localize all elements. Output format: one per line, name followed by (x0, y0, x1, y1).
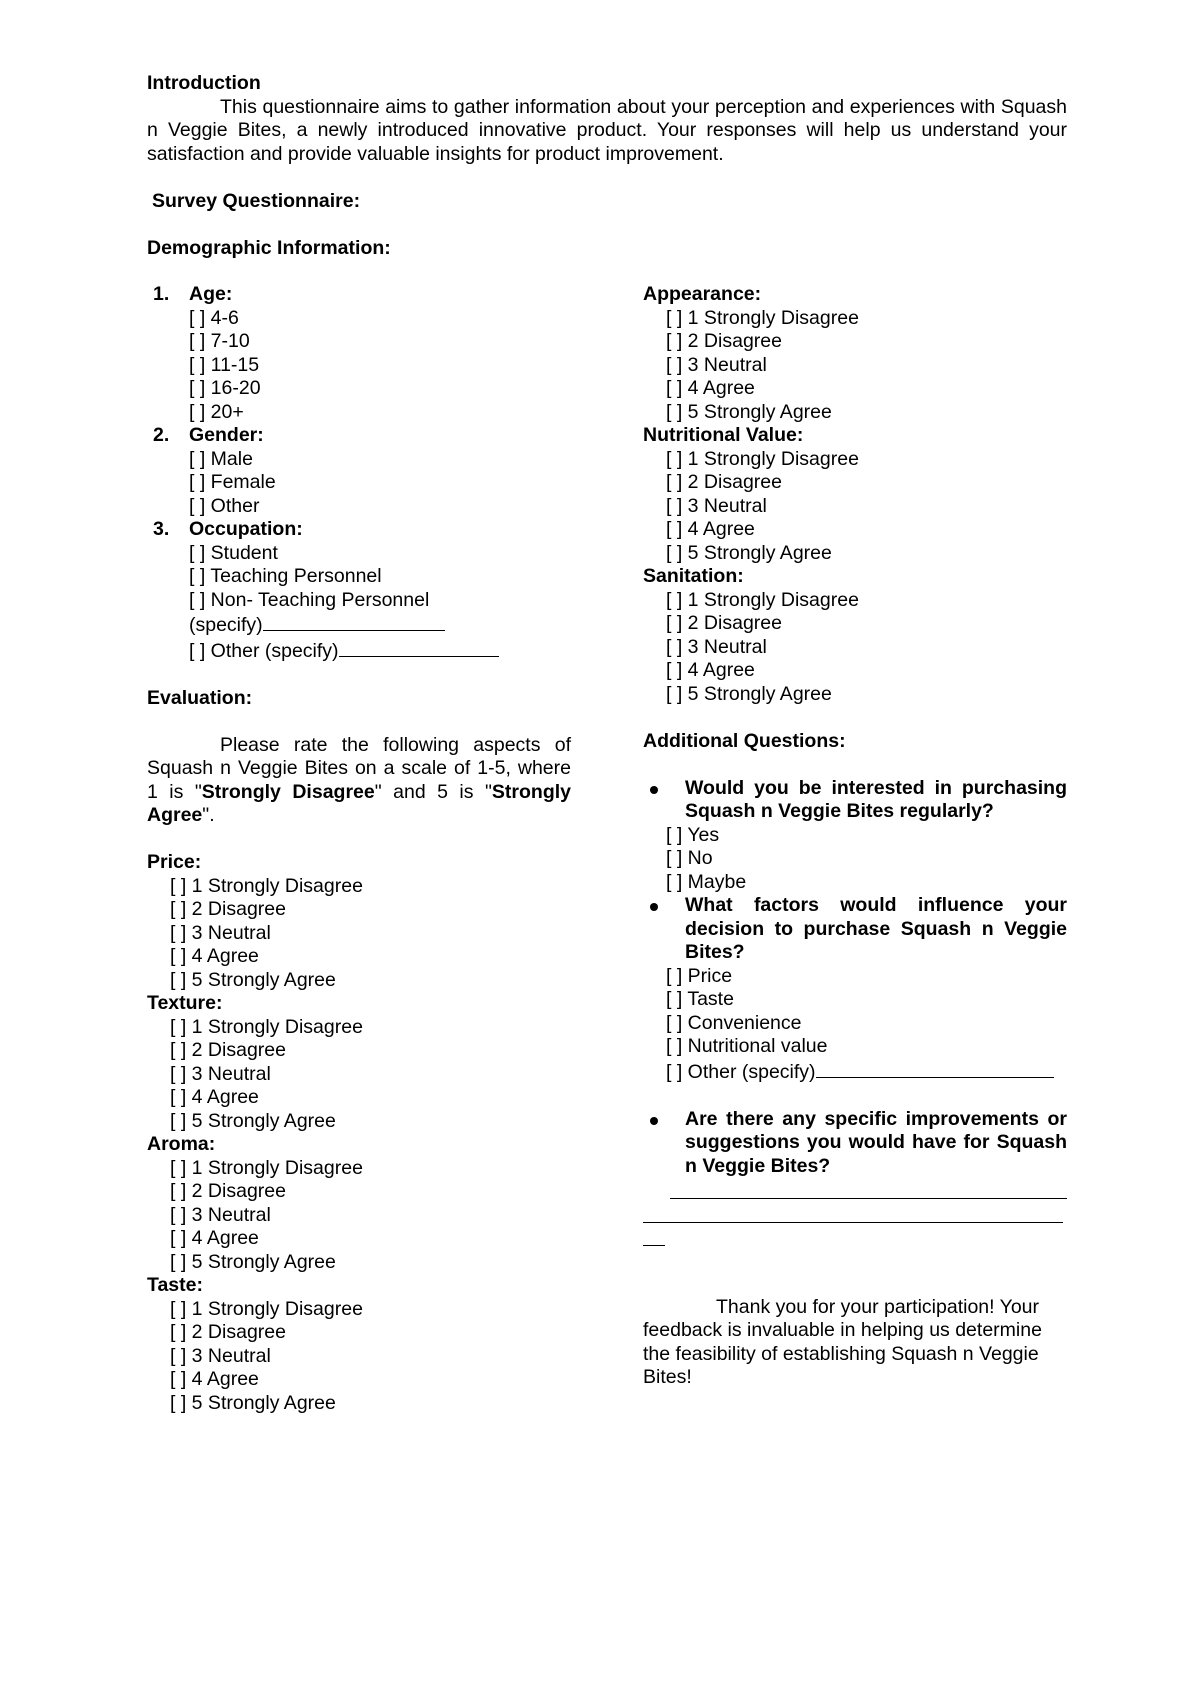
sanitation-option[interactable]: [ ] 3 Neutral (666, 635, 767, 658)
texture-option[interactable]: [ ] 3 Neutral (170, 1062, 271, 1085)
texture-option[interactable]: [ ] 5 Strongly Agree (170, 1109, 336, 1132)
nutritional-value-option[interactable]: [ ] 4 Agree (666, 518, 755, 540)
taste-option[interactable]: [ ] 5 Strongly Agree (170, 1391, 336, 1414)
age-option[interactable]: [ ] 7-10 (189, 330, 250, 352)
aroma-label: Aroma: (147, 1133, 216, 1155)
strongly-agree-text: Strongly Agree (147, 780, 572, 826)
price-option[interactable]: [ ] 2 Disagree (170, 898, 286, 920)
evaluation-instruction (147, 734, 571, 828)
purchase-option[interactable]: [ ] Maybe (666, 870, 747, 893)
price-option[interactable]: [ ] 4 Agree (170, 945, 259, 967)
instruction-text: ". (202, 804, 215, 826)
question-text: Would you be interested in purchasing Squash n Veggie Bites regularly? (685, 776, 1067, 822)
gender-question (147, 424, 571, 448)
texture-option[interactable]: [ ] 2 Disagree (170, 1039, 286, 1061)
additional-heading: Additional Questions: (643, 729, 846, 752)
nutritional-value-label: Nutritional Value: (643, 424, 804, 446)
survey-heading: Survey Questionnaire: (152, 189, 361, 212)
factor-other-row (643, 1059, 1067, 1085)
gender-option[interactable]: [ ] Male (189, 447, 253, 470)
other-blank-line[interactable] (339, 638, 499, 657)
taste-option[interactable]: [ ] 4 Agree (170, 1368, 259, 1390)
occupation-specify-label: (specify) (189, 614, 263, 636)
appearance-option[interactable]: [ ] 5 Strongly Agree (666, 400, 832, 423)
sanitation-option[interactable]: [ ] 4 Agree (666, 659, 755, 681)
evaluation-heading: Evaluation: (147, 686, 253, 709)
question-purchase-regularly (643, 777, 1067, 824)
instruction-text: " and 5 is " (374, 780, 492, 803)
right-column (643, 283, 1067, 1390)
purchase-option[interactable]: [ ] Yes (666, 823, 720, 846)
specify-blank-line[interactable] (263, 612, 445, 631)
aroma-option[interactable]: [ ] 2 Disagree (170, 1180, 286, 1202)
thank-you-note: Thank you for your participation! Your feedback is invaluable in helping us determine the feasibility of establishing Squash n Veggie Bites! (643, 1295, 1042, 1388)
appearance-option[interactable]: [ ] 4 Agree (666, 377, 755, 399)
occupation-other-label[interactable]: [ ] Other (specify) (189, 639, 339, 662)
sanitation-label: Sanitation: (643, 565, 744, 587)
appearance-label: Appearance: (643, 283, 762, 305)
question-purchase-factors (643, 894, 1067, 965)
demographic-heading: Demographic Information: (147, 236, 391, 259)
gender-label: Gender: (189, 424, 264, 446)
sanitation-option[interactable]: [ ] 5 Strongly Agree (666, 682, 832, 705)
taste-option[interactable]: [ ] 3 Neutral (170, 1344, 271, 1367)
texture-option[interactable]: [ ] 1 Strongly Disagree (170, 1015, 363, 1038)
factor-option[interactable]: [ ] Taste (666, 988, 734, 1010)
texture-label: Texture: (147, 992, 223, 1014)
price-option[interactable]: [ ] 1 Strongly Disagree (170, 874, 363, 897)
nutritional-value-option[interactable]: [ ] 2 Disagree (666, 471, 782, 493)
occupation-specify-row (147, 612, 571, 638)
nutritional-value-option[interactable]: [ ] 1 Strongly Disagree (666, 447, 859, 470)
occupation-option[interactable]: [ ] Student (189, 541, 278, 564)
age-number: 1. (153, 283, 170, 305)
taste-label: Taste: (147, 1274, 203, 1296)
question-improvements (643, 1108, 1067, 1179)
strongly-disagree-text: Strongly Disagree (201, 780, 375, 803)
gender-number: 2. (153, 424, 170, 446)
nutritional-value-option[interactable]: [ ] 5 Strongly Agree (666, 541, 832, 564)
answer-line-2[interactable] (643, 1202, 1067, 1226)
age-label: Age: (189, 283, 233, 305)
occupation-question (147, 518, 571, 542)
factor-other-label[interactable]: [ ] Other (specify) (666, 1060, 816, 1083)
bullet-icon (650, 1117, 658, 1125)
instruction-text: Please rate the following aspects of Squash n Veggie Bites on a scale of 1-5, where 1 is " (147, 733, 571, 803)
aroma-option[interactable]: [ ] 5 Strongly Agree (170, 1250, 336, 1273)
aroma-option[interactable]: [ ] 1 Strongly Disagree (170, 1156, 363, 1179)
age-option[interactable]: [ ] 20+ (189, 400, 244, 423)
price-option[interactable]: [ ] 3 Neutral (170, 921, 271, 944)
bullet-icon (650, 786, 658, 794)
sanitation-option[interactable]: [ ] 1 Strongly Disagree (666, 588, 859, 611)
intro-heading: Introduction (147, 72, 261, 94)
factor-option[interactable]: [ ] Convenience (666, 1011, 802, 1034)
factor-option[interactable]: [ ] Price (666, 964, 733, 987)
aroma-option[interactable]: [ ] 3 Neutral (170, 1203, 271, 1226)
age-option[interactable]: [ ] 4-6 (189, 306, 239, 329)
age-option[interactable]: [ ] 16-20 (189, 377, 261, 399)
age-option[interactable]: [ ] 11-15 (189, 353, 260, 376)
bullet-icon (650, 903, 658, 911)
price-option[interactable]: [ ] 5 Strongly Agree (170, 968, 336, 991)
answer-line-1[interactable] (643, 1178, 1067, 1202)
intro-paragraph: This questionnaire aims to gather information about your perception and experiences with Squash n Veggie Bites, a newly introduced innovative product. Your responses will help us understand your satisfaction and provide valuable insights for product improvement. (147, 95, 1067, 165)
factor-other-blank-line[interactable] (816, 1059, 1054, 1078)
age-question (147, 283, 571, 307)
left-column (147, 283, 571, 1415)
occupation-label: Occupation: (189, 518, 303, 540)
nutritional-value-option[interactable]: [ ] 3 Neutral (666, 494, 767, 517)
purchase-option[interactable]: [ ] No (666, 847, 713, 869)
occupation-option[interactable]: [ ] Non- Teaching Personnel (189, 588, 430, 611)
gender-option[interactable]: [ ] Female (189, 471, 276, 493)
price-label: Price: (147, 851, 202, 873)
appearance-option[interactable]: [ ] 2 Disagree (666, 330, 782, 352)
intro-section (147, 72, 1067, 260)
texture-option[interactable]: [ ] 4 Agree (170, 1086, 259, 1108)
question-text: What factors would influence your decision to purchase Squash n Veggie Bites? (685, 894, 1067, 963)
appearance-option[interactable]: [ ] 3 Neutral (666, 353, 767, 376)
factor-option[interactable]: [ ] Nutritional value (666, 1035, 828, 1057)
appearance-option[interactable]: [ ] 1 Strongly Disagree (666, 306, 859, 329)
aroma-option[interactable]: [ ] 4 Agree (170, 1227, 259, 1249)
occupation-number: 3. (153, 518, 170, 540)
gender-option[interactable]: [ ] Other (189, 494, 260, 517)
question-text: Are there any specific improvements or suggestions you would have for Squash n Veggie Bites? (685, 1107, 1067, 1177)
answer-line-3[interactable] (643, 1225, 1067, 1249)
taste-option[interactable]: [ ] 2 Disagree (170, 1321, 286, 1343)
taste-option[interactable]: [ ] 1 Strongly Disagree (170, 1297, 363, 1320)
occupation-option[interactable]: [ ] Teaching Personnel (189, 565, 382, 587)
sanitation-option[interactable]: [ ] 2 Disagree (666, 612, 782, 634)
occupation-other-row (147, 638, 571, 664)
